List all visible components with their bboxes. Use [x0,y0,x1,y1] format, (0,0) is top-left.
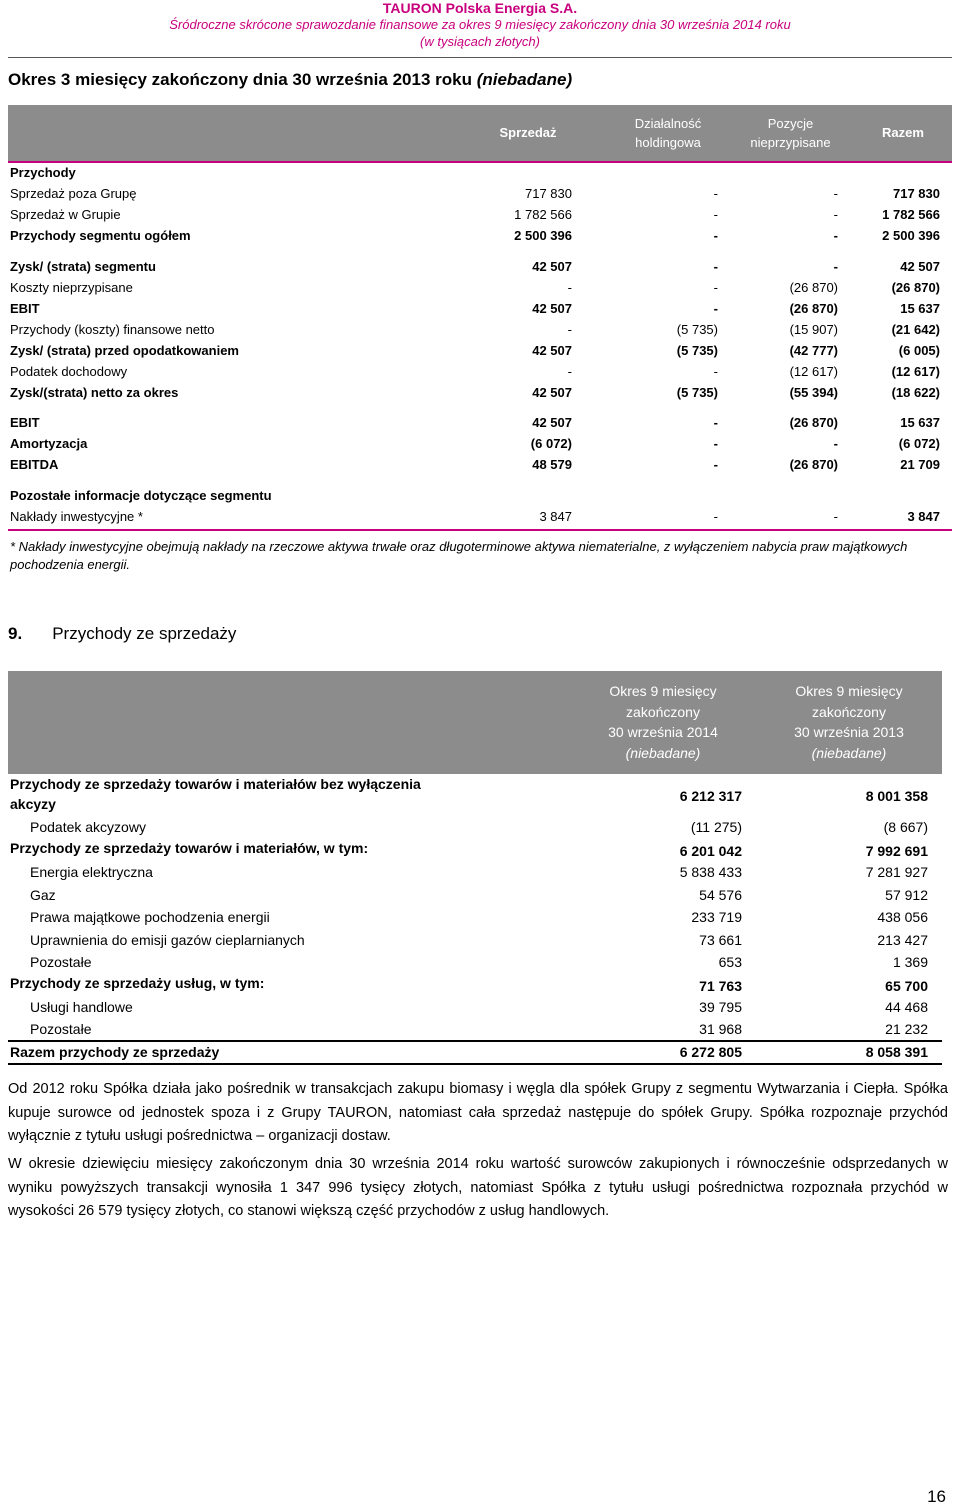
cell-2014: 6 212 317 [679,788,742,804]
row-label: Podatek akcyzowy [30,819,146,835]
header-divider [8,57,952,58]
table-row [10,164,940,182]
cell-2014: 73 661 [699,932,742,948]
paragraph-resale-value: W okresie dziewięciu miesięcy zakończonym dnia 30 września 2014 roku wartość surowców zakupionych i równocześnie odsprzedanych w wyniku powyższych transakcji wynosiła 1 347 996 tysięcy złotych, natomiast Spółka z tytułu usługi pośrednictwa rozpoznała przychód w wysokości 26 579 tysięcy złotych, co stanowi większą część przychodów z usług handlowych. [8,1156,948,1219]
table-row [10,321,940,339]
table-row [10,435,940,453]
cell-total: 21 709 [900,457,940,472]
col-2014-line4: (niebadane) [625,744,701,761]
cell-sales: 42 507 [532,301,572,316]
cell-total: (26 870) [891,280,940,295]
table-row [8,774,942,814]
cell-sales: 717 830 [525,186,572,201]
col-unallocated-line1: Pozycje [767,116,814,131]
cell-2014: 233 719 [691,909,742,925]
cell-2013: 57 912 [885,887,928,903]
cell-sales: 42 507 [532,343,572,358]
cell-unallocated: (26 870) [789,415,838,430]
segment-section-title [8,70,572,90]
cell-2013: 44 468 [885,999,928,1015]
table-row [10,363,940,381]
cell-2014: 5 838 433 [679,864,742,880]
row-label: Nakłady inwestycyjne * [10,509,143,524]
page-header [0,0,960,50]
row-label: Koszty nieprzypisane [10,280,133,295]
col-2013-line3: 30 września 2013 [794,724,904,740]
row-label-cont: akcyzy [10,796,56,812]
cell-2014: (11 275) [690,819,742,835]
cell-2014: 6 201 042 [679,843,742,859]
col-holding-line2: holdingowa [635,135,701,150]
row-label: Przychody ze sprzedaży usług, w tym: [10,975,265,991]
table-row [10,206,940,224]
cell-sales: (6 072) [530,436,572,451]
segment-title-note: (niebadane) [476,70,573,89]
col-2013-line1: Okres 9 miesięcy [795,683,903,699]
segment-table-header [8,105,952,161]
cell-unallocated: - [833,436,838,451]
cell-total: (6 072) [898,436,940,451]
cell-2013: 21 232 [885,1021,928,1037]
row-label: Zysk/ (strata) segmentu [10,259,156,274]
cell-unallocated: (42 777) [789,343,838,358]
cell-sales: 48 579 [532,457,572,472]
cell-total: (21 642) [891,322,940,337]
cell-holding: - [713,509,718,524]
section-title: Przychody ze sprzedaży [52,624,237,643]
cell-unallocated: (26 870) [789,280,838,295]
col-2014 [578,681,748,763]
col-unallocated [718,114,863,152]
col-2013-line4: (niebadane) [811,744,887,761]
cell-unallocated: - [833,509,838,524]
cell-2013: (8 667) [883,819,928,835]
row-label: Przychody segmentu ogółem [10,228,191,243]
cell-total: 717 830 [893,186,940,201]
cell-sales: - [567,322,572,337]
cell-2014: 6 272 805 [679,1044,742,1060]
cell-holding: - [713,436,718,451]
cell-holding: (5 735) [676,385,718,400]
segment-table-bottom-rule [8,529,952,531]
cell-2013: 438 056 [877,909,928,925]
col-holding [598,114,738,152]
cell-2013: 8 001 358 [865,788,928,804]
cell-sales: 3 847 [539,509,572,524]
cell-2013: 7 281 927 [865,864,928,880]
cell-sales: - [567,364,572,379]
cell-sales: 42 507 [532,415,572,430]
cell-unallocated: - [833,228,838,243]
cell-holding: (5 735) [676,343,718,358]
table-row [10,342,940,360]
row-label: Zysk/(strata) netto za okres [10,385,179,400]
row-label: Sprzedaż poza Grupę [10,186,137,201]
cell-holding: - [713,301,718,316]
row-label: Podatek dochodowy [10,364,128,379]
table-row [10,279,940,297]
cell-2013: 8 058 391 [865,1044,928,1060]
col-2014-line1: Okres 9 miesięcy [609,683,717,699]
revenue-table-header [8,671,942,774]
table-row [10,227,940,245]
cell-unallocated: - [833,186,838,201]
row-label: Usługi handlowe [30,999,133,1015]
row-label: EBIT [10,415,40,430]
cell-holding: - [713,207,718,222]
row-label: Gaz [30,887,56,903]
col-2013-line2: zakończony [812,703,886,720]
table-row [10,487,940,505]
cell-sales: 1 782 566 [514,207,572,222]
cell-total: 42 507 [900,259,940,274]
cell-sales: - [567,280,572,295]
table-row [10,185,940,203]
cell-unallocated: (15 907) [789,322,838,337]
row-label: Energia elektryczna [30,864,153,880]
col-2014-line2: zakończony [626,703,700,720]
cell-unallocated: (26 870) [789,457,838,472]
cell-2014: 54 576 [699,887,742,903]
col-razem: Razem [882,125,924,140]
row-label: EBITDA [10,457,59,472]
row-label: Przychody (koszty) finansowe netto [10,322,215,337]
table-row [10,384,940,402]
cell-holding: - [713,228,718,243]
cell-unallocated: (12 617) [789,364,838,379]
col-2013 [764,681,934,763]
cell-sales: 42 507 [532,385,572,400]
row-label: EBIT [10,301,40,316]
row-label: Zysk/ (strata) przed opodatkowaniem [10,343,239,358]
report-title: Śródroczne skrócone sprawozdanie finansowe za okres 9 miesięcy zakończony dnia 30 września 2014 roku [169,17,791,32]
cell-2013: 65 700 [885,978,928,994]
cell-holding: - [713,280,718,295]
cell-total: 2 500 396 [882,228,940,243]
row-label: Przychody ze sprzedaży towarów i materiałów bez wyłączenia [10,776,421,792]
cell-holding: - [713,415,718,430]
units-note: (w tysiącach złotych) [420,34,540,49]
table-row [10,414,940,432]
table-row [10,456,940,474]
segment-title-text: Okres 3 miesięcy zakończony dnia 30 września 2013 roku [8,70,472,89]
cell-sales: 2 500 396 [514,228,572,243]
col-holding-line1: Działalność [634,116,702,131]
cell-unallocated: - [833,207,838,222]
row-label: Prawa majątkowe pochodzenia energii [30,909,270,925]
row-label: Amortyzacja [10,436,88,451]
cell-unallocated: (26 870) [789,301,838,316]
company-name: TAURON Polska Energia S.A. [382,0,578,16]
cell-sales: 42 507 [532,259,572,274]
total-bottom-rule [8,1063,942,1065]
row-label: Pozostałe [30,1021,92,1037]
cell-total: 15 637 [900,415,940,430]
cell-total: (18 622) [891,385,940,400]
cell-2013: 213 427 [877,932,928,948]
cell-2014: 71 763 [699,978,742,994]
row-label: Pozostałe [30,954,92,970]
cell-2014: 39 795 [699,999,742,1015]
row-label: Razem przychody ze sprzedaży [10,1044,220,1060]
col-sprzedaz: Sprzedaż [499,125,557,140]
cell-holding: (5 735) [676,322,718,337]
cell-unallocated: (55 394) [789,385,838,400]
row-label: Pozostałe informacje dotyczące segmentu [10,488,272,503]
cell-total: (6 005) [898,343,940,358]
cell-holding: - [713,457,718,472]
col-unallocated-line2: nieprzypisane [750,135,831,150]
page-number: 16 [927,1487,946,1506]
cell-holding: - [713,259,718,274]
cell-2014: 653 [718,954,742,970]
capex-footnote: * Nakłady inwestycyjne obejmują nakłady na rzeczowe aktywa trwałe oraz długoterminowe aktywa niematerialne, z wyłączeniem nabycia praw majątkowych pochodzenia energii. [10,539,908,572]
row-label: Przychody ze sprzedaży towarów i materiałów, w tym: [10,840,369,856]
section-number: 9. [8,624,23,643]
table-row [10,508,940,526]
segment-header-underline [8,161,952,163]
cell-total: 1 782 566 [882,207,940,222]
cell-holding: - [713,364,718,379]
table-row [10,300,940,318]
cell-total: (12 617) [891,364,940,379]
col-2014-line3: 30 września 2014 [608,724,718,740]
cell-2013: 1 369 [892,954,928,970]
cell-2014: 31 968 [699,1021,742,1037]
cell-total: 15 637 [900,301,940,316]
cell-holding: - [713,186,718,201]
table-row [10,258,940,276]
cell-total: 3 847 [907,509,940,524]
paragraph-intermediary: Od 2012 roku Spółka działa jako pośrednik w transakcjach zakupu biomasy i węgla dla spółek Grupy z segmentu Wytwarzania i Ciepła. Spółka kupuje surowce od jednostek spoza i z Grupy TAURON, natomiast cała sprzedaż następuje do spółek Grupy. Spółka rozpoznaje przychód wyłącznie z tytułu usługi pośrednictwa – organizacji dostaw. [8,1081,948,1144]
cell-2013: 7 992 691 [865,843,928,859]
row-label: Uprawnienia do emisji gazów cieplarnianych [30,932,305,948]
row-label: Sprzedaż w Grupie [10,207,121,222]
row-label: Przychody [10,165,76,180]
revenue-section-heading [8,624,236,644]
cell-unallocated: - [833,259,838,274]
